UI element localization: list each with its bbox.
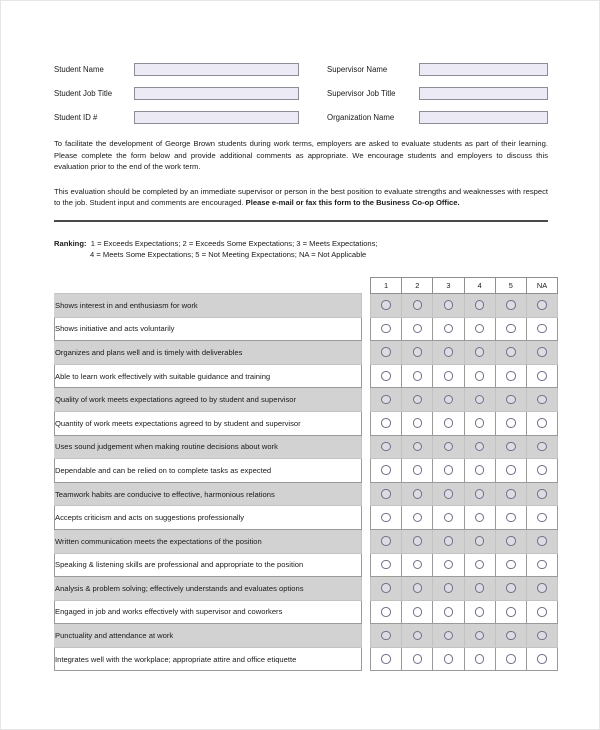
radio-button-icon[interactable] (537, 395, 547, 405)
rating-option-1[interactable] (371, 506, 402, 530)
student-name-input[interactable] (134, 63, 299, 76)
rating-option-na[interactable] (526, 624, 557, 648)
rating-option-na[interactable] (526, 506, 557, 530)
rating-option-1[interactable] (371, 647, 402, 671)
criterion-label: Uses sound judgement when making routine decisions about work (55, 435, 362, 459)
rating-option-1[interactable] (371, 388, 402, 412)
rating-table-container (54, 277, 548, 672)
radio-button-icon[interactable] (444, 631, 454, 641)
radio-button-icon[interactable] (506, 654, 516, 664)
radio-button-icon[interactable] (537, 418, 547, 428)
student-id-input[interactable] (134, 111, 299, 124)
rating-option-4[interactable] (464, 364, 495, 388)
rating-option-3[interactable] (433, 600, 464, 624)
row-gutter (362, 482, 371, 506)
row-gutter (362, 529, 371, 553)
field-label-student-id: Student ID # (54, 112, 98, 122)
row-gutter (362, 459, 371, 483)
rating-option-5[interactable] (495, 577, 526, 601)
radio-button-icon[interactable] (413, 324, 423, 334)
radio-button-icon[interactable] (381, 465, 391, 475)
radio-button-icon[interactable] (413, 654, 423, 664)
radio-button-icon[interactable] (444, 347, 454, 357)
row-gutter (362, 647, 371, 671)
radio-button-icon[interactable] (381, 631, 391, 641)
rating-option-2[interactable] (402, 435, 433, 459)
criterion-label: Speaking & listening skills are professional and appropriate to the position (55, 553, 362, 577)
table-row (55, 459, 558, 483)
rating-option-4[interactable] (464, 506, 495, 530)
rating-option-4[interactable] (464, 600, 495, 624)
rating-option-3[interactable] (433, 577, 464, 601)
radio-button-icon[interactable] (506, 583, 516, 593)
instruction-text-bold: Please e-mail or fax this form to the Business Co-op Office. (245, 198, 460, 208)
criterion-label: Shows initiative and acts voluntarily (55, 317, 362, 341)
radio-button-icon[interactable] (381, 442, 391, 452)
row-gutter (362, 624, 371, 648)
rating-option-5[interactable] (495, 529, 526, 553)
table-row (55, 388, 558, 412)
rating-option-4[interactable] (464, 647, 495, 671)
rating-option-4[interactable] (464, 459, 495, 483)
rating-option-2[interactable] (402, 459, 433, 483)
criterion-label: Dependable and can be relied on to complete tasks as expected (55, 459, 362, 483)
radio-button-icon[interactable] (506, 465, 516, 475)
instruction-text-plain: This evaluation should be completed by an immediate supervisor or person in the best position to evaluate strengths and weaknesses with respect to the job. Student input and comments are encouraged. (54, 186, 548, 208)
rating-option-1[interactable] (371, 435, 402, 459)
criterion-label: Engaged in job and works effectively with supervisor and coworkers (55, 600, 362, 624)
radio-button-icon[interactable] (413, 489, 423, 499)
rating-option-5[interactable] (495, 435, 526, 459)
radio-button-icon[interactable] (381, 300, 391, 310)
rating-option-3[interactable] (433, 364, 464, 388)
rating-option-5[interactable] (495, 553, 526, 577)
column-header-2: 2 (402, 277, 433, 293)
ranking-scale-line-2: 4 = Meets Some Expectations; 5 = Not Meeting Expectations; NA = Not Applicable (90, 250, 367, 260)
radio-button-icon[interactable] (506, 513, 516, 523)
radio-button-icon[interactable] (444, 371, 454, 381)
supervisor-name-input[interactable] (419, 63, 548, 76)
rating-option-1[interactable] (371, 293, 402, 317)
rating-option-na[interactable] (526, 482, 557, 506)
rating-option-5[interactable] (495, 506, 526, 530)
radio-button-icon[interactable] (444, 560, 454, 570)
rating-option-2[interactable] (402, 411, 433, 435)
radio-button-icon[interactable] (475, 583, 485, 593)
rating-option-5[interactable] (495, 600, 526, 624)
table-row (55, 482, 558, 506)
radio-button-icon[interactable] (413, 300, 423, 310)
radio-button-icon[interactable] (444, 324, 454, 334)
rating-option-2[interactable] (402, 341, 433, 365)
radio-button-icon[interactable] (506, 300, 516, 310)
rating-option-5[interactable] (495, 482, 526, 506)
field-label-supervisor-name: Supervisor Name (327, 64, 388, 74)
ranking-label: Ranking: (54, 238, 87, 248)
table-row (55, 624, 558, 648)
header-gutter (362, 277, 371, 293)
identity-fields (54, 63, 548, 124)
rating-option-1[interactable] (371, 553, 402, 577)
rating-option-3[interactable] (433, 647, 464, 671)
rating-option-5[interactable] (495, 293, 526, 317)
field-label-student-job-title: Student Job Title (54, 88, 113, 98)
row-gutter (362, 506, 371, 530)
field-label-student-name: Student Name (54, 64, 104, 74)
rating-option-3[interactable] (433, 388, 464, 412)
radio-button-icon[interactable] (475, 560, 485, 570)
radio-button-icon[interactable] (381, 583, 391, 593)
criterion-label: Organizes and plans well and is timely with deliverables (55, 341, 362, 365)
rating-option-5[interactable] (495, 624, 526, 648)
radio-button-icon[interactable] (444, 465, 454, 475)
supervisor-job-title-input[interactable] (419, 87, 548, 100)
rating-option-2[interactable] (402, 317, 433, 341)
radio-button-icon[interactable] (475, 347, 485, 357)
student-job-title-input[interactable] (134, 87, 299, 100)
radio-button-icon[interactable] (506, 489, 516, 499)
rating-option-3[interactable] (433, 411, 464, 435)
radio-button-icon[interactable] (475, 489, 485, 499)
radio-button-icon[interactable] (506, 631, 516, 641)
radio-button-icon[interactable] (413, 395, 423, 405)
rating-option-2[interactable] (402, 647, 433, 671)
field-label-supervisor-job-title: Supervisor Job Title (327, 88, 396, 98)
rating-option-2[interactable] (402, 293, 433, 317)
table-row (55, 341, 558, 365)
rating-option-na[interactable] (526, 364, 557, 388)
radio-button-icon[interactable] (381, 513, 391, 523)
rating-option-4[interactable] (464, 529, 495, 553)
radio-button-icon[interactable] (444, 418, 454, 428)
rating-option-1[interactable] (371, 624, 402, 648)
rating-option-3[interactable] (433, 624, 464, 648)
criterion-label: Accepts criticism and acts on suggestions professionally (55, 506, 362, 530)
row-gutter (362, 411, 371, 435)
row-gutter (362, 341, 371, 365)
rating-option-2[interactable] (402, 600, 433, 624)
radio-button-icon[interactable] (475, 536, 485, 546)
radio-button-icon[interactable] (475, 300, 485, 310)
rating-option-3[interactable] (433, 341, 464, 365)
radio-button-icon[interactable] (506, 536, 516, 546)
rating-option-4[interactable] (464, 435, 495, 459)
row-gutter (362, 600, 371, 624)
row-gutter (362, 317, 371, 341)
rating-option-2[interactable] (402, 482, 433, 506)
criterion-label: Integrates well with the workplace; appropriate attire and office etiquette (55, 647, 362, 671)
rating-option-na[interactable] (526, 317, 557, 341)
criterion-label: Quantity of work meets expectations agreed to by student and supervisor (55, 411, 362, 435)
table-row (55, 506, 558, 530)
radio-button-icon[interactable] (506, 442, 516, 452)
instruction-paragraph (54, 186, 548, 209)
rating-option-1[interactable] (371, 577, 402, 601)
radio-button-icon[interactable] (506, 347, 516, 357)
rating-option-1[interactable] (371, 529, 402, 553)
radio-button-icon[interactable] (537, 560, 547, 570)
rating-option-4[interactable] (464, 482, 495, 506)
radio-button-icon[interactable] (537, 300, 547, 310)
criterion-label: Analysis & problem solving; effectively understands and evaluates options (55, 577, 362, 601)
ranking-line-1 (54, 238, 548, 250)
rating-option-3[interactable] (433, 459, 464, 483)
rating-option-2[interactable] (402, 624, 433, 648)
radio-button-icon[interactable] (444, 300, 454, 310)
radio-button-icon[interactable] (444, 654, 454, 664)
rating-option-4[interactable] (464, 293, 495, 317)
radio-button-icon[interactable] (506, 371, 516, 381)
rating-option-na[interactable] (526, 341, 557, 365)
rating-option-2[interactable] (402, 388, 433, 412)
radio-button-icon[interactable] (444, 583, 454, 593)
rating-option-4[interactable] (464, 341, 495, 365)
field-label-organization-name: Organization Name (327, 112, 395, 122)
row-gutter (362, 435, 371, 459)
radio-button-icon[interactable] (381, 371, 391, 381)
rating-option-5[interactable] (495, 317, 526, 341)
radio-button-icon[interactable] (475, 465, 485, 475)
radio-button-icon[interactable] (506, 607, 516, 617)
rating-option-3[interactable] (433, 435, 464, 459)
radio-button-icon[interactable] (444, 442, 454, 452)
radio-button-icon[interactable] (381, 324, 391, 334)
radio-button-icon[interactable] (475, 631, 485, 641)
column-header-na: NA (526, 277, 557, 293)
rating-option-na[interactable] (526, 529, 557, 553)
table-row (55, 364, 558, 388)
radio-button-icon[interactable] (444, 536, 454, 546)
rating-option-na[interactable] (526, 435, 557, 459)
radio-button-icon[interactable] (537, 347, 547, 357)
radio-button-icon[interactable] (444, 513, 454, 523)
rating-option-na[interactable] (526, 411, 557, 435)
rating-option-1[interactable] (371, 411, 402, 435)
rating-option-4[interactable] (464, 411, 495, 435)
rating-option-na[interactable] (526, 577, 557, 601)
table-row (55, 577, 558, 601)
radio-button-icon[interactable] (475, 607, 485, 617)
radio-button-icon[interactable] (475, 324, 485, 334)
rating-option-2[interactable] (402, 553, 433, 577)
radio-button-icon[interactable] (537, 583, 547, 593)
table-row (55, 553, 558, 577)
rating-option-3[interactable] (433, 506, 464, 530)
rating-option-5[interactable] (495, 647, 526, 671)
radio-button-icon[interactable] (413, 465, 423, 475)
radio-button-icon[interactable] (381, 418, 391, 428)
radio-button-icon[interactable] (506, 324, 516, 334)
radio-button-icon[interactable] (475, 418, 485, 428)
radio-button-icon[interactable] (537, 489, 547, 499)
rating-option-na[interactable] (526, 553, 557, 577)
radio-button-icon[interactable] (444, 395, 454, 405)
radio-button-icon[interactable] (413, 442, 423, 452)
rating-option-5[interactable] (495, 388, 526, 412)
radio-button-icon[interactable] (381, 536, 391, 546)
radio-button-icon[interactable] (413, 631, 423, 641)
radio-button-icon[interactable] (475, 513, 485, 523)
criterion-label: Punctuality and attendance at work (55, 624, 362, 648)
table-row (55, 435, 558, 459)
rating-option-4[interactable] (464, 388, 495, 412)
radio-button-icon[interactable] (381, 347, 391, 357)
table-row (55, 600, 558, 624)
column-header-4: 4 (464, 277, 495, 293)
rating-option-4[interactable] (464, 577, 495, 601)
criterion-label: Able to learn work effectively with suitable guidance and training (55, 364, 362, 388)
radio-button-icon[interactable] (413, 560, 423, 570)
rating-option-3[interactable] (433, 317, 464, 341)
radio-button-icon[interactable] (537, 442, 547, 452)
organization-name-input[interactable] (419, 111, 548, 124)
radio-button-icon[interactable] (537, 536, 547, 546)
radio-button-icon[interactable] (537, 465, 547, 475)
radio-button-icon[interactable] (444, 489, 454, 499)
radio-button-icon[interactable] (413, 536, 423, 546)
rating-option-5[interactable] (495, 459, 526, 483)
table-row (55, 529, 558, 553)
radio-button-icon[interactable] (413, 583, 423, 593)
rating-option-3[interactable] (433, 529, 464, 553)
table-row (55, 293, 558, 317)
radio-button-icon[interactable] (537, 654, 547, 664)
rating-option-2[interactable] (402, 577, 433, 601)
rating-option-1[interactable] (371, 459, 402, 483)
rating-option-1[interactable] (371, 317, 402, 341)
row-gutter (362, 553, 371, 577)
radio-button-icon[interactable] (537, 324, 547, 334)
table-row (55, 317, 558, 341)
rating-table-body (55, 293, 558, 671)
radio-button-icon[interactable] (506, 418, 516, 428)
radio-button-icon[interactable] (475, 371, 485, 381)
radio-button-icon[interactable] (537, 371, 547, 381)
column-header-5: 5 (495, 277, 526, 293)
table-row (55, 411, 558, 435)
rating-option-5[interactable] (495, 411, 526, 435)
intro-paragraph: To facilitate the development of George Brown students during work terms, employers are asked to evaluate students as part of their learning. Please complete the form below and provide additional comments as appropriate. We encourage students and employers to discuss this evaluation prior to the end of the work term. (54, 139, 548, 172)
rating-option-4[interactable] (464, 553, 495, 577)
rating-option-3[interactable] (433, 293, 464, 317)
radio-button-icon[interactable] (506, 560, 516, 570)
radio-button-icon[interactable] (537, 631, 547, 641)
criterion-label: Quality of work meets expectations agreed to by student and supervisor (55, 388, 362, 412)
radio-button-icon[interactable] (381, 489, 391, 499)
radio-button-icon[interactable] (475, 654, 485, 664)
form-sheet (54, 63, 548, 671)
radio-button-icon[interactable] (413, 371, 423, 381)
radio-button-icon[interactable] (381, 560, 391, 570)
rating-option-3[interactable] (433, 482, 464, 506)
section-divider (54, 220, 548, 222)
column-header-1: 1 (371, 277, 402, 293)
criterion-label: Written communication meets the expectations of the position (55, 529, 362, 553)
header-blank-item (55, 277, 362, 293)
rating-table (54, 277, 558, 672)
radio-button-icon[interactable] (506, 395, 516, 405)
table-row (55, 647, 558, 671)
rating-header-row (55, 277, 558, 293)
rating-option-na[interactable] (526, 293, 557, 317)
radio-button-icon[interactable] (537, 513, 547, 523)
rating-option-4[interactable] (464, 624, 495, 648)
rating-option-1[interactable] (371, 341, 402, 365)
ranking-scale-line-1: 1 = Exceeds Expectations; 2 = Exceeds Some Expectations; 3 = Meets Expectations; (90, 238, 378, 248)
rating-option-1[interactable] (371, 364, 402, 388)
rating-option-5[interactable] (495, 341, 526, 365)
rating-option-1[interactable] (371, 482, 402, 506)
radio-button-icon[interactable] (381, 654, 391, 664)
rating-option-3[interactable] (433, 553, 464, 577)
rating-option-2[interactable] (402, 506, 433, 530)
radio-button-icon[interactable] (444, 607, 454, 617)
criterion-label: Shows interest in and enthusiasm for work (55, 293, 362, 317)
radio-button-icon[interactable] (475, 442, 485, 452)
radio-button-icon[interactable] (413, 347, 423, 357)
radio-button-icon[interactable] (413, 607, 423, 617)
row-gutter (362, 577, 371, 601)
criterion-label: Teamwork habits are conducive to effective, harmonious relations (55, 482, 362, 506)
radio-button-icon[interactable] (537, 607, 547, 617)
radio-button-icon[interactable] (413, 513, 423, 523)
column-header-3: 3 (433, 277, 464, 293)
rating-option-na[interactable] (526, 388, 557, 412)
rating-option-4[interactable] (464, 317, 495, 341)
rating-option-5[interactable] (495, 364, 526, 388)
rating-option-na[interactable] (526, 647, 557, 671)
row-gutter (362, 293, 371, 317)
rating-option-2[interactable] (402, 529, 433, 553)
rating-option-2[interactable] (402, 364, 433, 388)
rating-option-na[interactable] (526, 600, 557, 624)
rating-option-1[interactable] (371, 600, 402, 624)
rating-table-head (55, 277, 558, 293)
radio-button-icon[interactable] (475, 395, 485, 405)
radio-button-icon[interactable] (413, 418, 423, 428)
row-gutter (362, 364, 371, 388)
row-gutter (362, 388, 371, 412)
radio-button-icon[interactable] (381, 607, 391, 617)
radio-button-icon[interactable] (381, 395, 391, 405)
rating-option-na[interactable] (526, 459, 557, 483)
ranking-legend (54, 238, 548, 261)
